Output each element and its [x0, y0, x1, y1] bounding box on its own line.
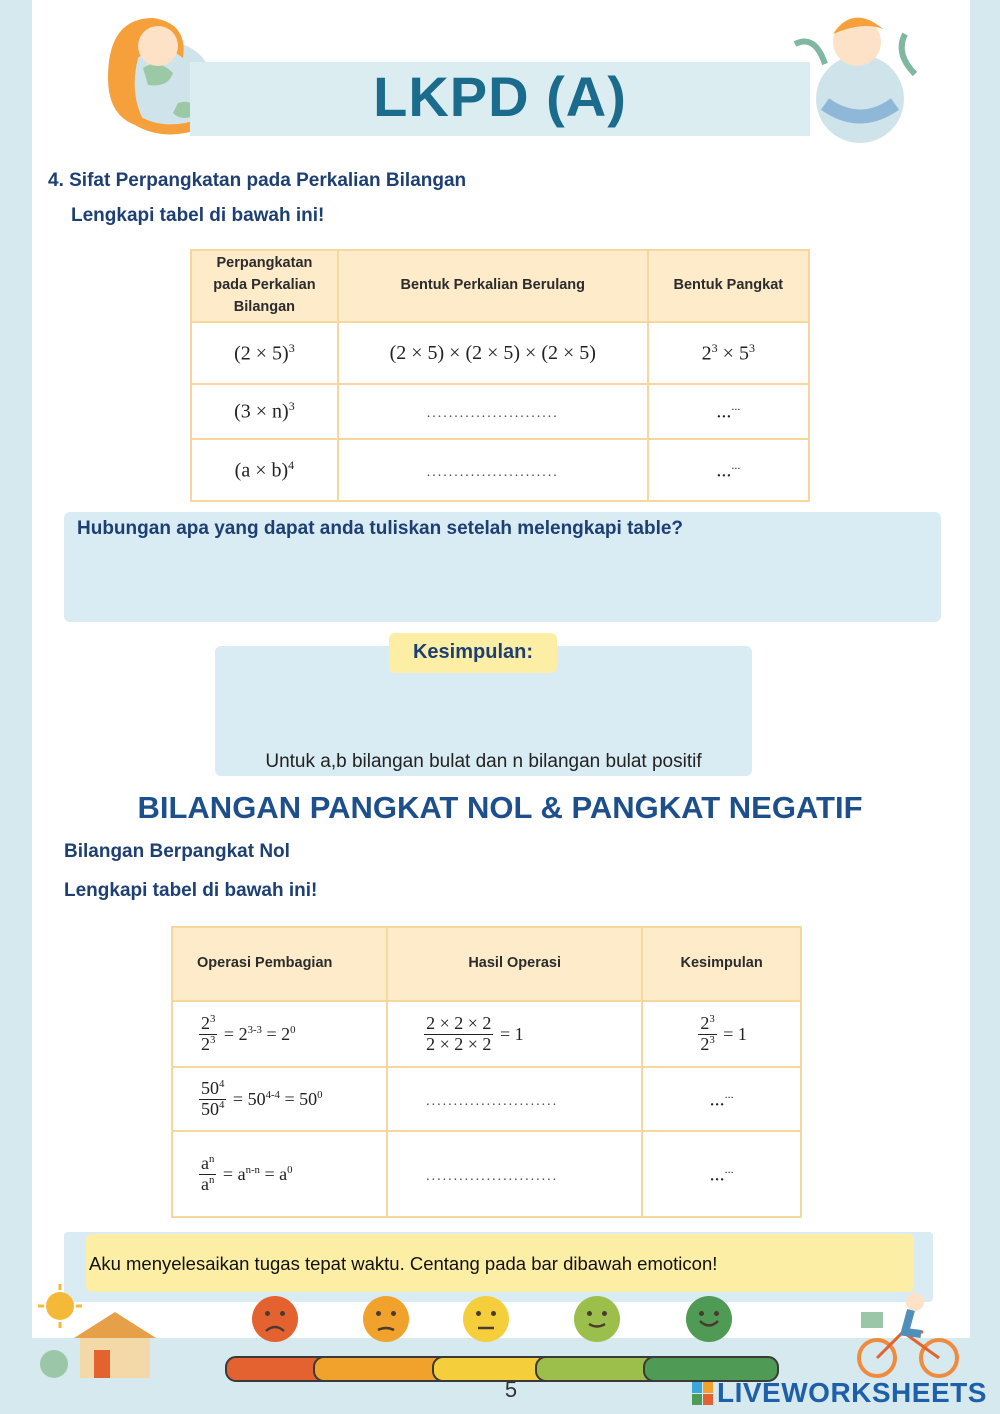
section-instruction: Lengkapi tabel di bawah ini! — [64, 880, 318, 901]
table-row — [191, 384, 809, 439]
operation-cell: $\frac{2^3}{2^3}$ = $2^{3-3} = 2^0$ — [172, 1001, 387, 1067]
repeated-cell: (2 × 5) × (2 × 5) × (2 × 5) — [338, 322, 648, 384]
answer-input[interactable]: ...... — [648, 439, 809, 501]
liveworksheets-logo-icon — [692, 1382, 713, 1405]
operation-cell: $\frac{50^4}{50^4}$ = $50^{4-4} = 50^0$ — [172, 1067, 387, 1131]
section-title: BILANGAN PANGKAT NOL & PANGKAT NEGATIF — [137, 790, 863, 825]
answer-input[interactable]: ........................ — [387, 1131, 642, 1217]
table-header: Operasi Pembagian — [172, 927, 387, 1001]
question-text: Hubungan apa yang dapat anda tuliskan setelah melengkapi table? — [77, 518, 684, 539]
multiplication-power-table — [190, 249, 810, 502]
self-assessment-text: Aku menyelesaikan tugas tepat waktu. Centang pada bar dibawah emoticon! — [89, 1253, 718, 1274]
subheading: Bilangan Berpangkat Nol — [64, 841, 290, 862]
very-happy-face-icon[interactable] — [686, 1296, 732, 1342]
page-title: LKPD (A) — [373, 65, 627, 128]
answer-input[interactable]: ...... — [648, 384, 809, 439]
expression-cell: $(a \times b)^4$ — [191, 439, 338, 501]
expression-cell: $(2 \times 5)^3$ — [191, 322, 338, 384]
table-row — [172, 1067, 801, 1131]
zero-power-table — [171, 926, 802, 1218]
sun-house-illustration — [30, 1284, 170, 1380]
very-sad-face-icon[interactable] — [252, 1296, 298, 1342]
happy-face-icon[interactable] — [574, 1296, 620, 1342]
result-cell: $\frac{2 \times 2 \times 2}{2 \times 2 \times 2}$ = 1 — [387, 1001, 642, 1067]
liveworksheets-watermark: LIVEWORKSHEETS — [692, 1377, 987, 1409]
table-row — [191, 439, 809, 501]
answer-input[interactable]: ...... — [642, 1067, 801, 1131]
conclusion-cell: $\frac{2^3}{2^3}$ = 1 — [642, 1001, 801, 1067]
table-row — [191, 322, 809, 384]
conclusion-note: Untuk a,b bilangan bulat dan n bilangan bulat positif — [265, 751, 702, 772]
table-row — [172, 1001, 801, 1067]
answer-input[interactable]: ........................ — [387, 1067, 642, 1131]
answer-input[interactable]: ........................ — [338, 439, 648, 501]
cyclist-illustration — [853, 1288, 963, 1380]
expression-cell: $(3 \times n)^3$ — [191, 384, 338, 439]
neutral-face-icon[interactable] — [463, 1296, 509, 1342]
section-heading: 4. Sifat Perpangkatan pada Perkalian Bilangan — [48, 170, 467, 191]
answer-input[interactable]: ........................ — [338, 384, 648, 439]
table-row — [172, 1131, 801, 1217]
table-header: Bentuk Perkalian Berulang — [338, 250, 648, 322]
table-header: Hasil Operasi — [387, 927, 642, 1001]
operation-cell: $\frac{a^n}{a^n}$ = $a^{n-n} = a^0$ — [172, 1131, 387, 1217]
section-instruction: Lengkapi tabel di bawah ini! — [71, 205, 325, 226]
table-header: Kesimpulan — [642, 927, 801, 1001]
sad-face-icon[interactable] — [363, 1296, 409, 1342]
conclusion-label: Kesimpulan: — [412, 641, 534, 663]
page-number: 5 — [504, 1377, 518, 1402]
table-header: Bentuk Pangkat — [648, 250, 809, 322]
table-header: Perpangkatan pada Perkalian Bilangan — [191, 250, 338, 322]
answer-input[interactable]: ...... — [642, 1131, 801, 1217]
power-cell: $2^3 \times 5^3$ — [648, 322, 809, 384]
